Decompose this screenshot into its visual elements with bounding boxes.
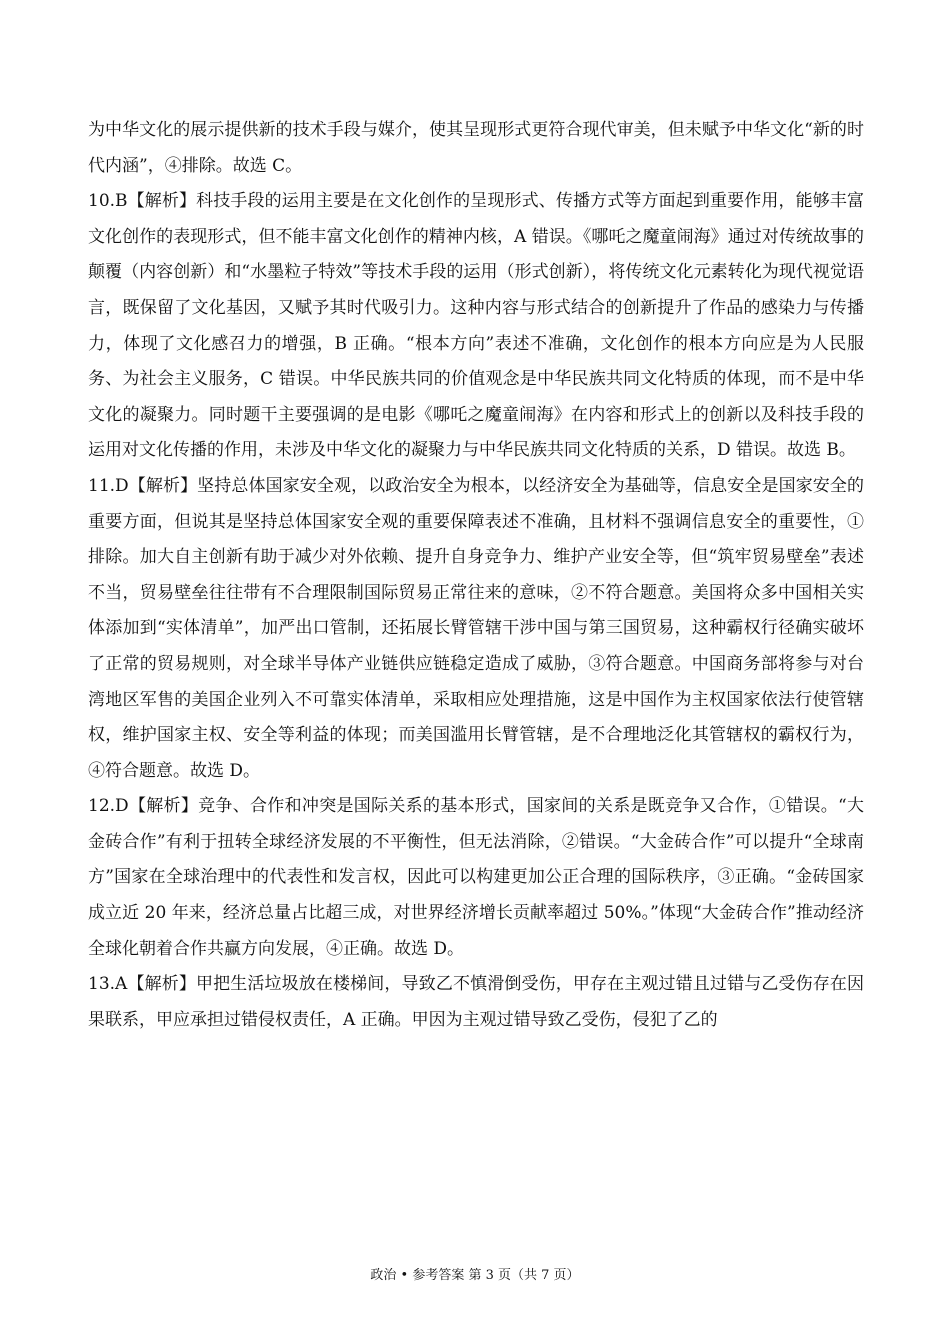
page-footer: 政治 • 参考答案 第 3 页（共 7 页）	[370, 1268, 580, 1283]
paragraph-answer-10: 10.B【解析】科技手段的运用主要是在文化创作的呈现形式、传播方式等方面起到重要作用，能够丰富文化创作的表现形式，但不能丰富文化创作的精神内核，A 错误。《哪吒之魔童闹海》通过对传统故事的颠覆（内容创新）和“水墨粒子特效”等技术手段的运用（形式创新），将传统文化元素转化为现代视觉语言，既保留了文化基因，又赋予其时代吸引力。这种内容与形式结合的创新提升了作品的感染力与传播力，体现了文化感召力的增强，B 正确。“根本方向”表述不准确，文化创作的根本方向应是为人民服务、为社会主义服务，C 错误。中华民族共同的价值观念是中华民族共同文化特质的体现，而不是中华文化的凝聚力。同时题干主要强调的是电影《哪吒之魔童闹海》在内容和形式上的创新以及科技手段的运用对文化传播的作用，未涉及中华文化的凝聚力与中华民族共同文化特质的关系，D 错误。故选 B。	[88, 191, 864, 461]
answer-content	[88, 113, 864, 1038]
paragraph-answer-12: 12.D【解析】竞争、合作和冲突是国际关系的基本形式，国家间的关系是既竞争又合作，①错误。“大金砖合作”有利于扭转全球经济发展的不平衡性，但无法消除，②错误。“大金砖合作”可以提升“全球南方”国家在全球治理中的代表性和发言权，因此可以构建更加公正合理的国际秩序，③正确。“金砖国家成立近 20 年来，经济总量占比超三成，对世界经济增长贡献率超过 50%。”体现“大金砖合作”推动经济全球化朝着合作共赢方向发展，④正确。故选 D。	[88, 796, 864, 959]
paragraph-answer-11: 11.D【解析】坚持总体国家安全观，以政治安全为根本，以经济安全为基础等，信息安全是国家安全的重要方面，但说其是坚持总体国家安全观的重要保障表述不准确，且材料不强调信息安全的重要性，①排除。加大自主创新有助于减少对外依赖、提升自身竞争力、维护产业安全等，但“筑牢贸易壁垒”表述不当，贸易壁垒往往带有不合理限制国际贸易正常往来的意味，②不符合题意。美国将众多中国相关实体添加到“实体清单”，加严出口管制，还拓展长臂管辖干涉中国与第三国贸易，这种霸权行径确实破坏了正常的贸易规则，对全球半导体产业链供应链稳定造成了威胁，③符合题意。中国商务部将参与对台湾地区军售的美国企业列入不可靠实体清单，采取相应处理措施，这是中国作为主权国家依法行使管辖权，维护国家主权、安全等利益的体现；而美国滥用长臂管辖，是不合理地泛化其管辖权的霸权行为，④符合题意。故选 D。	[88, 475, 864, 781]
paragraph-9-continuation: 为中华文化的展示提供新的技术手段与媒介，使其呈现形式更符合现代审美，但未赋予中华文化“新的时代内涵”，④排除。故选 C。	[88, 120, 864, 176]
paragraph-answer-13: 13.A【解析】甲把生活垃圾放在楼梯间，导致乙不慎滑倒受伤，甲存在主观过错且过错与乙受伤存在因果联系，甲应承担过错侵权责任，A 正确。甲因为主观过错导致乙受伤，侵犯了乙的	[88, 974, 864, 1030]
